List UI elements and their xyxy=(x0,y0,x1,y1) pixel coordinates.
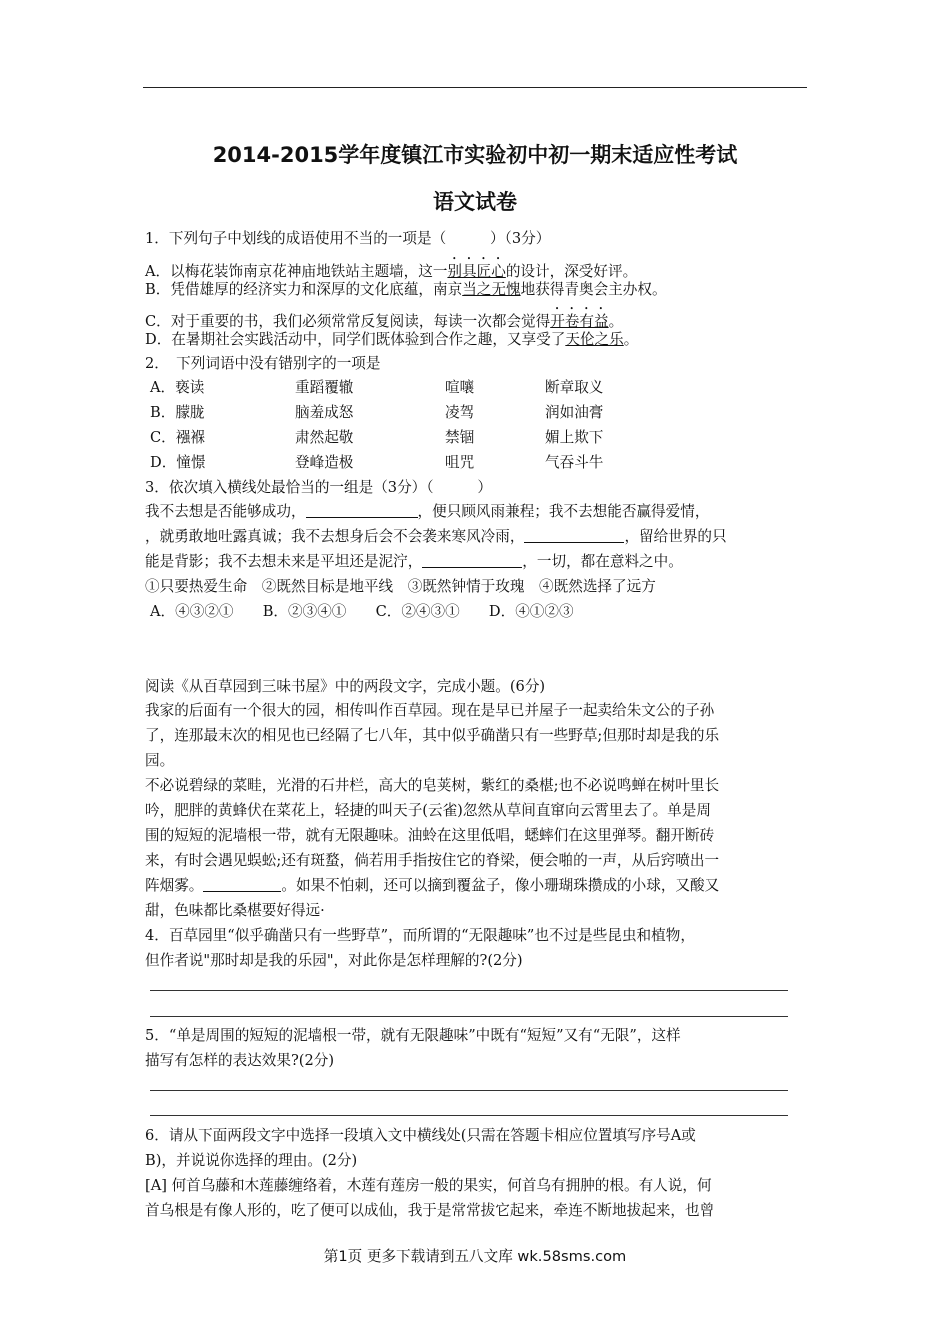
word-cell: 重蹈覆辙 xyxy=(295,379,354,396)
page-footer: 第1页 更多下载请到五八文库 wk.58sms.com xyxy=(323,1248,627,1265)
word-cell: A．亵读 xyxy=(150,379,205,396)
fill-blank xyxy=(524,528,624,543)
word-cell: 喧嚷 xyxy=(445,379,475,396)
passage-line: 阵烟雾。 。如果不怕刺，还可以摘到覆盆子，像小珊瑚珠攒成的小球，又酸又 xyxy=(145,877,720,894)
q6-line: [A] 何首乌藤和木莲藤缠络着，木莲有莲房一般的果实，何首乌有拥肿的根。有人说，何 xyxy=(145,1177,712,1194)
answer-line xyxy=(150,1016,788,1017)
word-cell: 断章取义 xyxy=(545,379,604,396)
passage-line: 甜，色味都比桑椹要好得远· xyxy=(145,902,325,919)
word-cell: 禁锢 xyxy=(445,429,475,446)
passage-line: 来，有时会遇见蜈蚣;还有斑蝥，倘若用手指按住它的脊梁，便会啪的一声，从后窍喷出一 xyxy=(145,852,720,869)
answer-line xyxy=(150,990,788,991)
q4-line: 4．百草园里“似乎确凿只有一些野草”，而所谓的“无限趣味”也不过是些昆虫和植物， xyxy=(145,927,695,944)
q1-option-b: B．凭借雄厚的经济实力和深厚的文化底蕴，南京当之无愧地获得青奥会主办权。 xyxy=(145,281,667,298)
q3-options: ①只要热爱生命 ②既然目标是地平线 ③既然钟情于玫瑰 ④既然选择了远方 xyxy=(145,578,656,595)
passage-line: 不必说碧绿的菜畦，光滑的石井栏，高大的皂荚树，紫红的桑椹;也不必说鸣蝉在树叶里长 xyxy=(145,777,720,794)
q1-stem: 1．下列句子中划线的成语使用不当的一项是（ ）（3分） xyxy=(145,230,551,247)
q6-line: 6．请从下面两段文字中选择一段填入文中横线处(只需在答题卡相应位置填写序号A或 xyxy=(145,1127,696,1144)
header-rule xyxy=(143,87,807,88)
passage-line: 吟，肥胖的黄蜂伏在菜花上，轻捷的叫天子(云雀)忽然从草间直窜向云霄里去了。单是周 xyxy=(145,802,711,819)
answer-line xyxy=(150,1090,788,1091)
q6-line: 首乌根是有像人形的，吃了便可以成仙，我于是常常拔它起来，牵连不断地拔起来，也曾 xyxy=(145,1202,715,1219)
q1-option-c: C．对于重要的书，我们必须常常反复阅读，每读一次都会觉得开卷有益。 xyxy=(145,313,624,330)
q5-line: 描写有怎样的表达效果?(2分) xyxy=(145,1052,335,1069)
word-cell: B．朦胧 xyxy=(150,404,205,421)
q3-passage-line: ，就勇敢地吐露真诚；我不去想身后会不会袭来寒风冷雨， ，留给世界的只 xyxy=(145,528,727,545)
q1-option-a: A．以梅花装饰南京花神庙地铁站主题墙，这一别具匠心的设计，深受好评。 xyxy=(145,263,638,280)
word-cell: D．憧憬 xyxy=(150,454,206,471)
q3-passage-line: 我不去想是否能够成功， ，便只顾风雨兼程；我不去想能否赢得爱情， xyxy=(145,503,710,520)
exam-title: 2014-2015学年度镇江市实验初中初一期末适应性考试 xyxy=(212,143,738,167)
q3-passage-line: 能是背影；我不去想未来是平坦还是泥泞， ，一切，都在意料之中。 xyxy=(145,553,683,570)
underlined-idiom: 当之无愧 xyxy=(462,281,521,298)
underlined-idiom: 天伦之乐 xyxy=(565,331,624,348)
word-cell: 咀咒 xyxy=(445,454,475,471)
word-cell: 凌驾 xyxy=(445,404,475,421)
fill-blank xyxy=(306,503,418,518)
q6-line: B)，并说说你选择的理由。(2分) xyxy=(145,1152,358,1169)
q3-choices: A．④③②① B．②③④① C．②④③① D．④①②③ xyxy=(150,603,574,620)
exam-subtitle: 语文试卷 xyxy=(433,190,517,214)
q3-stem: 3．依次填入横线处最恰当的一组是（3分）（ ） xyxy=(145,479,492,496)
q2-stem: 2． 下列词语中没有错别字的一项是 xyxy=(145,355,381,372)
reading-intro: 阅读《从百草园到三味书屋》中的两段文字，完成小题。(6分) xyxy=(145,678,546,695)
word-cell: 脑羞成怒 xyxy=(295,404,354,421)
word-cell: 润如油膏 xyxy=(545,404,604,421)
q1-option-d: D．在暑期社会实践活动中，同学们既体验到合作之趣，又享受了天伦之乐。 xyxy=(145,331,639,348)
word-cell: 气吞斗牛 xyxy=(545,454,604,471)
passage-line: 园。 xyxy=(145,752,175,769)
word-cell: C．襁褓 xyxy=(150,429,205,446)
underlined-idiom: 别具匠心 xyxy=(447,263,506,280)
fill-blank xyxy=(203,877,281,892)
q4-line: 但作者说"那时却是我的乐园"，对此你是怎样理解的?(2分) xyxy=(145,952,523,969)
passage-line: 围的短短的泥墙根一带，就有无限趣味。油蛉在这里低唱，蟋蟀们在这里弹琴。翻开断砖 xyxy=(145,827,715,844)
passage-line: 了，连那最末次的相见也已经隔了七八年，其中似乎确凿只有一些野草;但那时却是我的乐 xyxy=(145,727,720,744)
underlined-idiom: 开卷有益 xyxy=(550,313,609,330)
answer-line xyxy=(150,1115,788,1116)
passage-line: 我家的后面有一个很大的园，相传叫作百草园。现在是早已并屋子一起卖给朱文公的子孙 xyxy=(145,702,715,719)
word-cell: 媚上欺下 xyxy=(545,429,604,446)
word-cell: 登峰造极 xyxy=(295,454,354,471)
word-cell: 肃然起敬 xyxy=(295,429,354,446)
fill-blank xyxy=(422,553,522,568)
q5-line: 5．“单是周围的短短的泥墙根一带，就有无限趣味”中既有“短短”又有“无限”，这样 xyxy=(145,1027,681,1044)
